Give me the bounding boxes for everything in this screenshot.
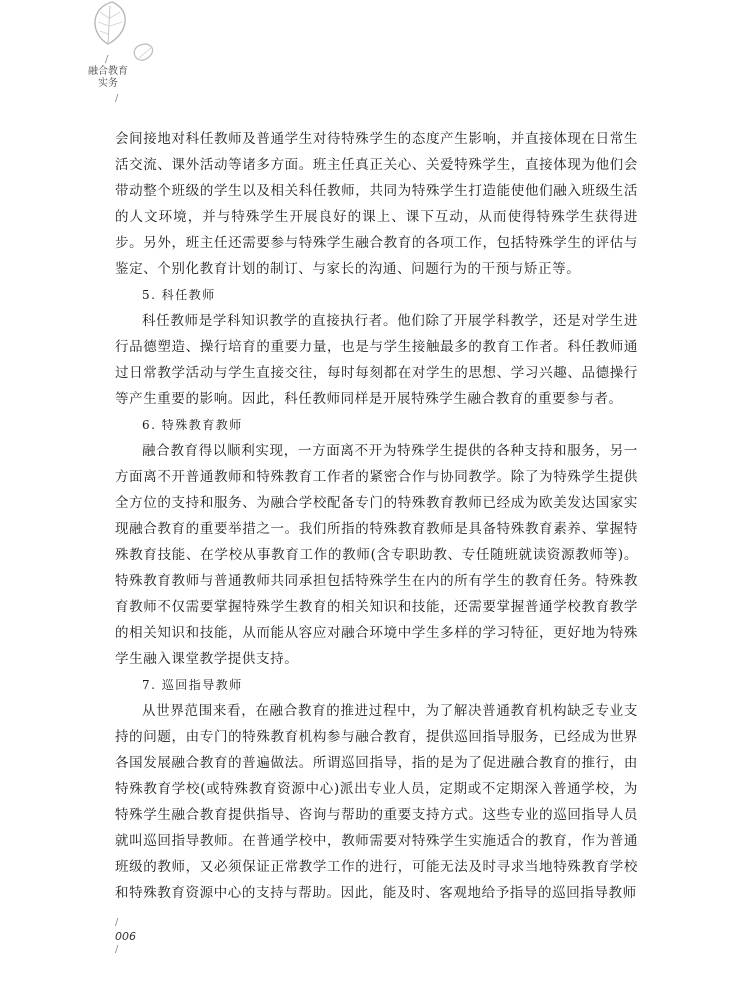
page-number: 006 <box>115 930 136 943</box>
section-title-line1: 融合教育 <box>88 66 128 77</box>
page-body <box>115 126 638 906</box>
footer-slash-top: / <box>115 917 119 928</box>
footer-slash-bottom: / <box>115 944 119 955</box>
heading-itinerant-teacher: 7. 巡回指导教师 <box>142 678 243 692</box>
heading-subject-teacher: 5. 科任教师 <box>142 288 216 302</box>
paragraph-special-education-teacher: 融合教育得以顺利实现，一方面离不开为特殊学生提供的各种支持和服务，另一方面离不开普通教师和特殊教育工作者的紧密合作与协同教学。除了为特殊学生提供全方位的支持和服务、为融合学校配备专门的特殊教育教师已经成为欧美发达国家实现融合教育的重要举措之一。我们所指的特殊教育教师是具备特殊教育素养、掌握特殊教育技能、在学校从事教育工作的教师(含专职助教、专任随班就读资源教师等)。特殊教育教师与普通教师共同承担包括特殊学生在内的所有学生的教育任务。特殊教育教师不仅需要掌握特殊学生教育的相关知识和技能，还需要掌握普通学校教育教学的相关知识和技能，从而能从容应对融合环境中学生多样的学习特征，更好地为特殊学生融入课堂教学提供支持。 <box>115 443 638 667</box>
section-title-line2: 实务 <box>98 78 118 89</box>
leaf-icon <box>82 0 172 70</box>
header-slash-top: / <box>105 54 109 65</box>
heading-special-education-teacher: 6. 特殊教育教师 <box>142 418 243 432</box>
section-title <box>78 66 138 90</box>
paragraph-continuation: 会间接地对科任教师及普通学生对待特殊学生的态度产生影响，并直接体现在日常生活交流、课外活动等诸多方面。班主任真正关心、关爱特殊学生，直接体现为他们会带动整个班级的学生以及相关科任教师，共同为特殊学生打造能使他们融入班级生活的人文环境，并与特殊学生开展良好的课上、课下互动，从而使得特殊学生获得进步。另外，班主任还需要参与特殊学生融合教育的各项工作，包括特殊学生的评估与鉴定、个别化教育计划的制订、与家长的沟通、问题行为的干预与矫正等。 <box>115 131 638 277</box>
paragraph-subject-teacher: 科任教师是学科知识教学的直接执行者。他们除了开展学科教学，还是对学生进行品德塑造、操行培育的重要力量，也是与学生接触最多的教育工作者。科任教师通过日常教学活动与学生直接交往，每时每刻都在对学生的思想、学习兴趣、品德操行等产生重要的影响。因此，科任教师同样是开展特殊学生融合教育的重要参与者。 <box>115 313 638 407</box>
header-decoration <box>82 0 172 110</box>
header-slash-bottom: / <box>115 93 119 104</box>
paragraph-itinerant-teacher: 从世界范围来看，在融合教育的推进过程中，为了解决普通教育机构缺乏专业支持的问题，由专门的特殊教育机构参与融合教育，提供巡回指导服务，已经成为世界各国发展融合教育的普遍做法。所谓巡回指导，指的是为了促进融合教育的推行，由特殊教育学校(或特殊教育资源中心)派出专业人员，定期或不定期深入普通学校，为特殊学生融合教育提供指导、咨询与帮助的重要支持方式。这些专业的巡回指导人员就叫巡回指导教师。在普通学校中，教师需要对特殊学生实施适合的教育，作为普通班级的教师，又必须保证正常教学工作的进行，可能无法及时寻求当地特殊教育学校和特殊教育资源中心的支持与帮助。因此，能及时、客观地给予指导的巡回指导教师 <box>115 703 638 901</box>
